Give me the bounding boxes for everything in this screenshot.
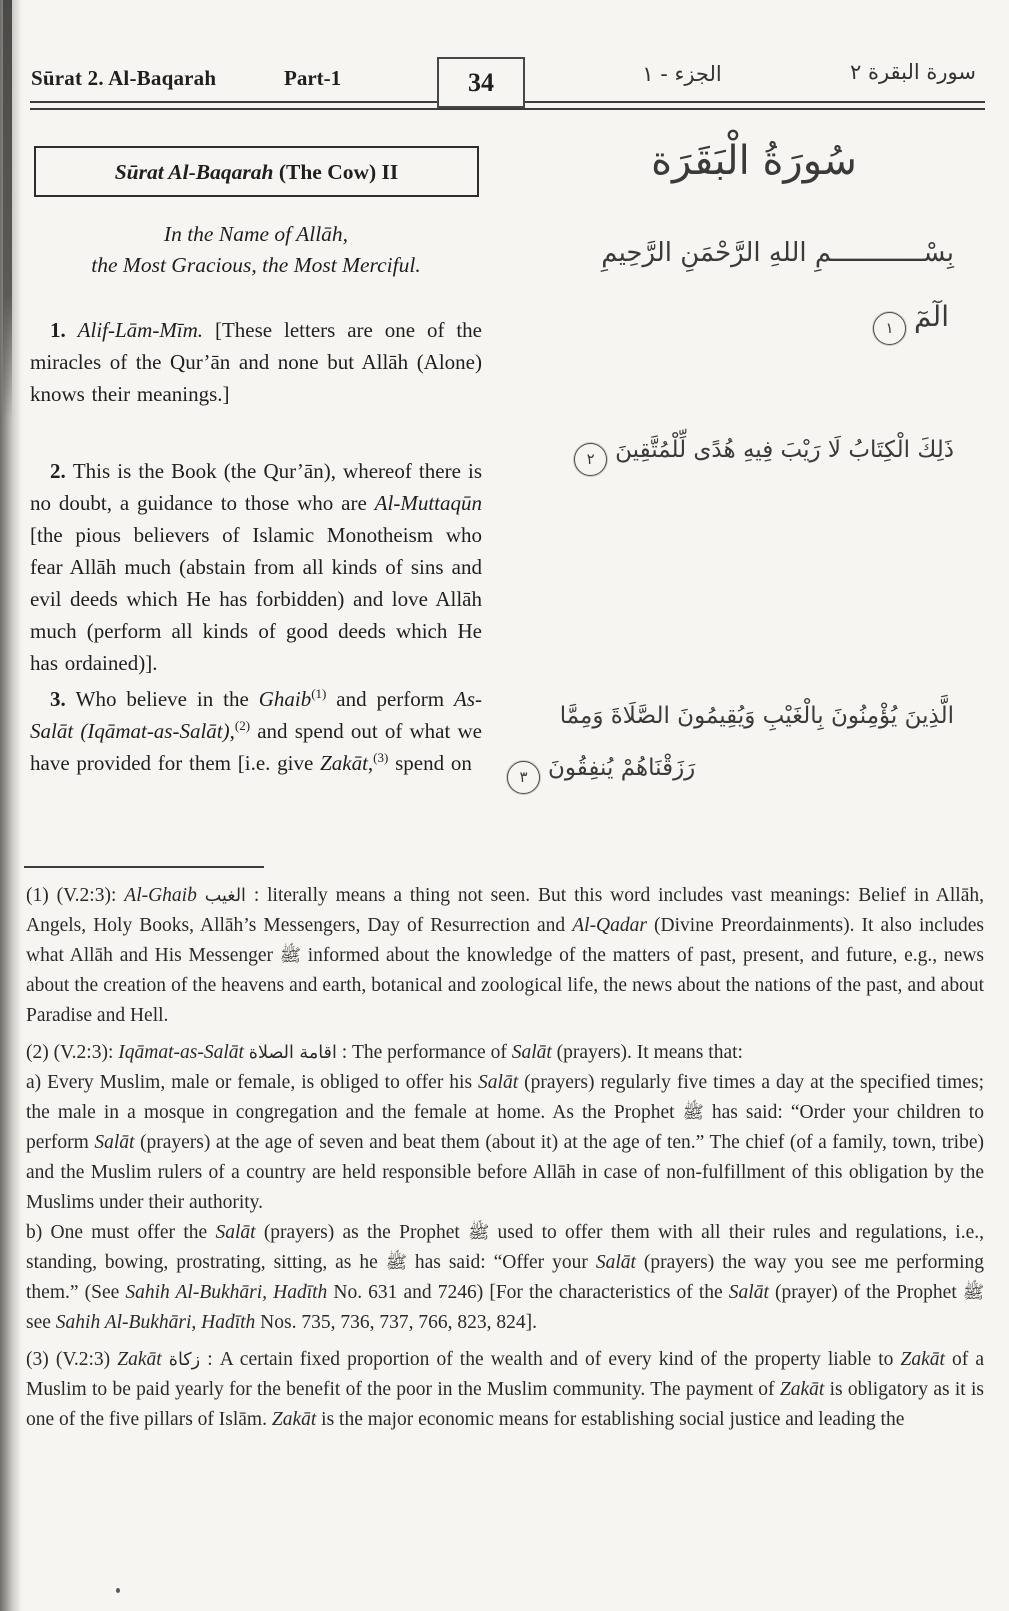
header-juz-arabic: الجزء - ١ <box>642 62 722 86</box>
surah-title-suffix: (The Cow) II <box>273 160 399 184</box>
footnote-1: (1) (V.2:3): Al-Ghaib الغيب : literally means a thing not seen. But this word includes vast meanings: Belief in Allāh, Angels, Holy Books, Allāh’s Messengers, Day of Resurrection and Al-Qadar (Divine Preordainments). It also includes what Allāh and His Messenger ﷺ informed about the knowledge of the matters of past, present, and future, e.g., news about the creation of the heavens and earth, botanical and zoological life, the news about the nations of the past, and about Paradise and Hell. <box>26 885 985 1026</box>
scan-artifact-dot <box>116 1588 120 1593</box>
ayah-2-marker: ٢ <box>574 443 607 476</box>
surah-title-calligraphy: سُورَةُ الْبَقَرَة <box>651 138 857 184</box>
page-number-box <box>437 57 525 108</box>
ayah-3-line-1: الَّذِينَ يُؤْمِنُونَ بِالْغَيْبِ وَيُقِيمُونَ الصَّلَاةَ وَمِمَّا <box>559 703 954 729</box>
ayah-1-arabic <box>865 300 949 345</box>
footnote-separator <box>24 866 264 868</box>
footnotes-section <box>26 881 984 1435</box>
verse-2-translation: 2. This is the Book (the Qur’ān), whereof there is no doubt, a guidance to those who are Al-Muttaqūn [the pious believers of Islamic Monotheism who fear Allāh much (abstain from all kinds of sins and evil deeds which He has forbidden) and love Allāh much (perform all kinds of good deeds which He has ordained)]. <box>30 459 482 675</box>
basmala-line-1: In the Name of Allāh, <box>163 222 349 246</box>
basmala-line-2: the Most Gracious, the Most Merciful. <box>91 253 421 277</box>
footnote-3: (3) (V.2:3) Zakāt زكاة : A certain fixed proportion of the wealth and of every kind of the property liable to Zakāt of a Muslim to be paid yearly for the benefit of the poor in the Muslim community. The payment of Zakāt is obligatory as it is one of the five pillars of Islām. Zakāt is the major economic means for establishing social justice and leading the <box>26 1349 985 1430</box>
ayah-3-arabic <box>499 690 954 794</box>
surah-title-name: Sūrat Al-Baqarah <box>114 160 274 184</box>
footnote-2a: a) Every Muslim, male or female, is obliged to offer his Salāt (prayers) regularly five times a day at the specified times; the male in a mosque in congregation and the female at home. As the Prophet ﷺ has said: “Order your children to perform Salāt (prayers) at the age of seven and beat them (about it) at the age of ten.” The chief (of a family, town, tribe) and the Muslim rulers of a country are held responsible before Allāh in case of non-fulfillment of this obligation by the Muslims under their authority. <box>26 1072 984 1213</box>
footnote-2b: b) One must offer the Salāt (prayers) as the Prophet ﷺ used to offer them with all their rules and regulations, i.e., standing, bowing, prostrating, sitting, as he ﷺ has said: “Offer your Salāt (prayers) the way you see me performing them.” (See Sahih Al-Bukhāri, Hadīth No. 631 and 7246) [For the characteristics of the Salāt (prayer) of the Prophet ﷺ see Sahih Al-Bukhāri, Hadīth Nos. 735, 736, 737, 766, 823, 824]. <box>26 1222 985 1333</box>
ayah-2-arabic <box>499 437 954 476</box>
english-column <box>30 140 482 779</box>
header-surah-title-en: Sūrat 2. Al-Baqarah <box>31 66 217 90</box>
basmala-english <box>30 219 482 281</box>
ayah-1-text: الٓمٓ <box>914 300 949 333</box>
surah-title-box <box>34 146 479 197</box>
ayah-3-marker: ٣ <box>507 761 540 794</box>
verse-1-translation: 1. Alif-Lām-Mīm. [These letters are one of the miracles of the Qur’ān and none but Allāh (Alone) knows their meanings.] <box>30 318 482 406</box>
page-number: 34 <box>468 67 494 97</box>
header-surah-arabic: سورة البقرة ٢ <box>849 60 976 84</box>
header-part-label: Part-1 <box>284 66 342 90</box>
ayah-2-text: ذَلِكَ الْكِتَابُ لَا رَيْبَ فِيهِ هُدًى لِّلْمُتَّقِينَ <box>615 437 954 463</box>
ayah-3-line-2: رَزَقْنَاهُمْ يُنفِقُونَ ٣ <box>499 742 954 794</box>
verse-3-translation: 3. Who believe in the Ghaib$^{(1)}$ and perform As-Salāt (Iqāmat-as-Salāt),$^{(2)}$ and spend out of what we have provided for them [i.e. give Zakāt,$^{(3)}$ spend on <box>30 686 482 775</box>
footnote-2-intro: (2) (V.2:3): Iqāmat-as-Salāt اقامة الصلاة : The performance of Salāt (prayers). It means that: <box>26 1042 743 1063</box>
page-gutter-shadow-dark <box>3 0 12 420</box>
basmala-arabic: بِسْــــــــــــمِ اللهِ الرَّحْمَنِ الرَّحِيمِ <box>601 238 954 268</box>
ayah-1-marker: ١ <box>873 312 906 345</box>
